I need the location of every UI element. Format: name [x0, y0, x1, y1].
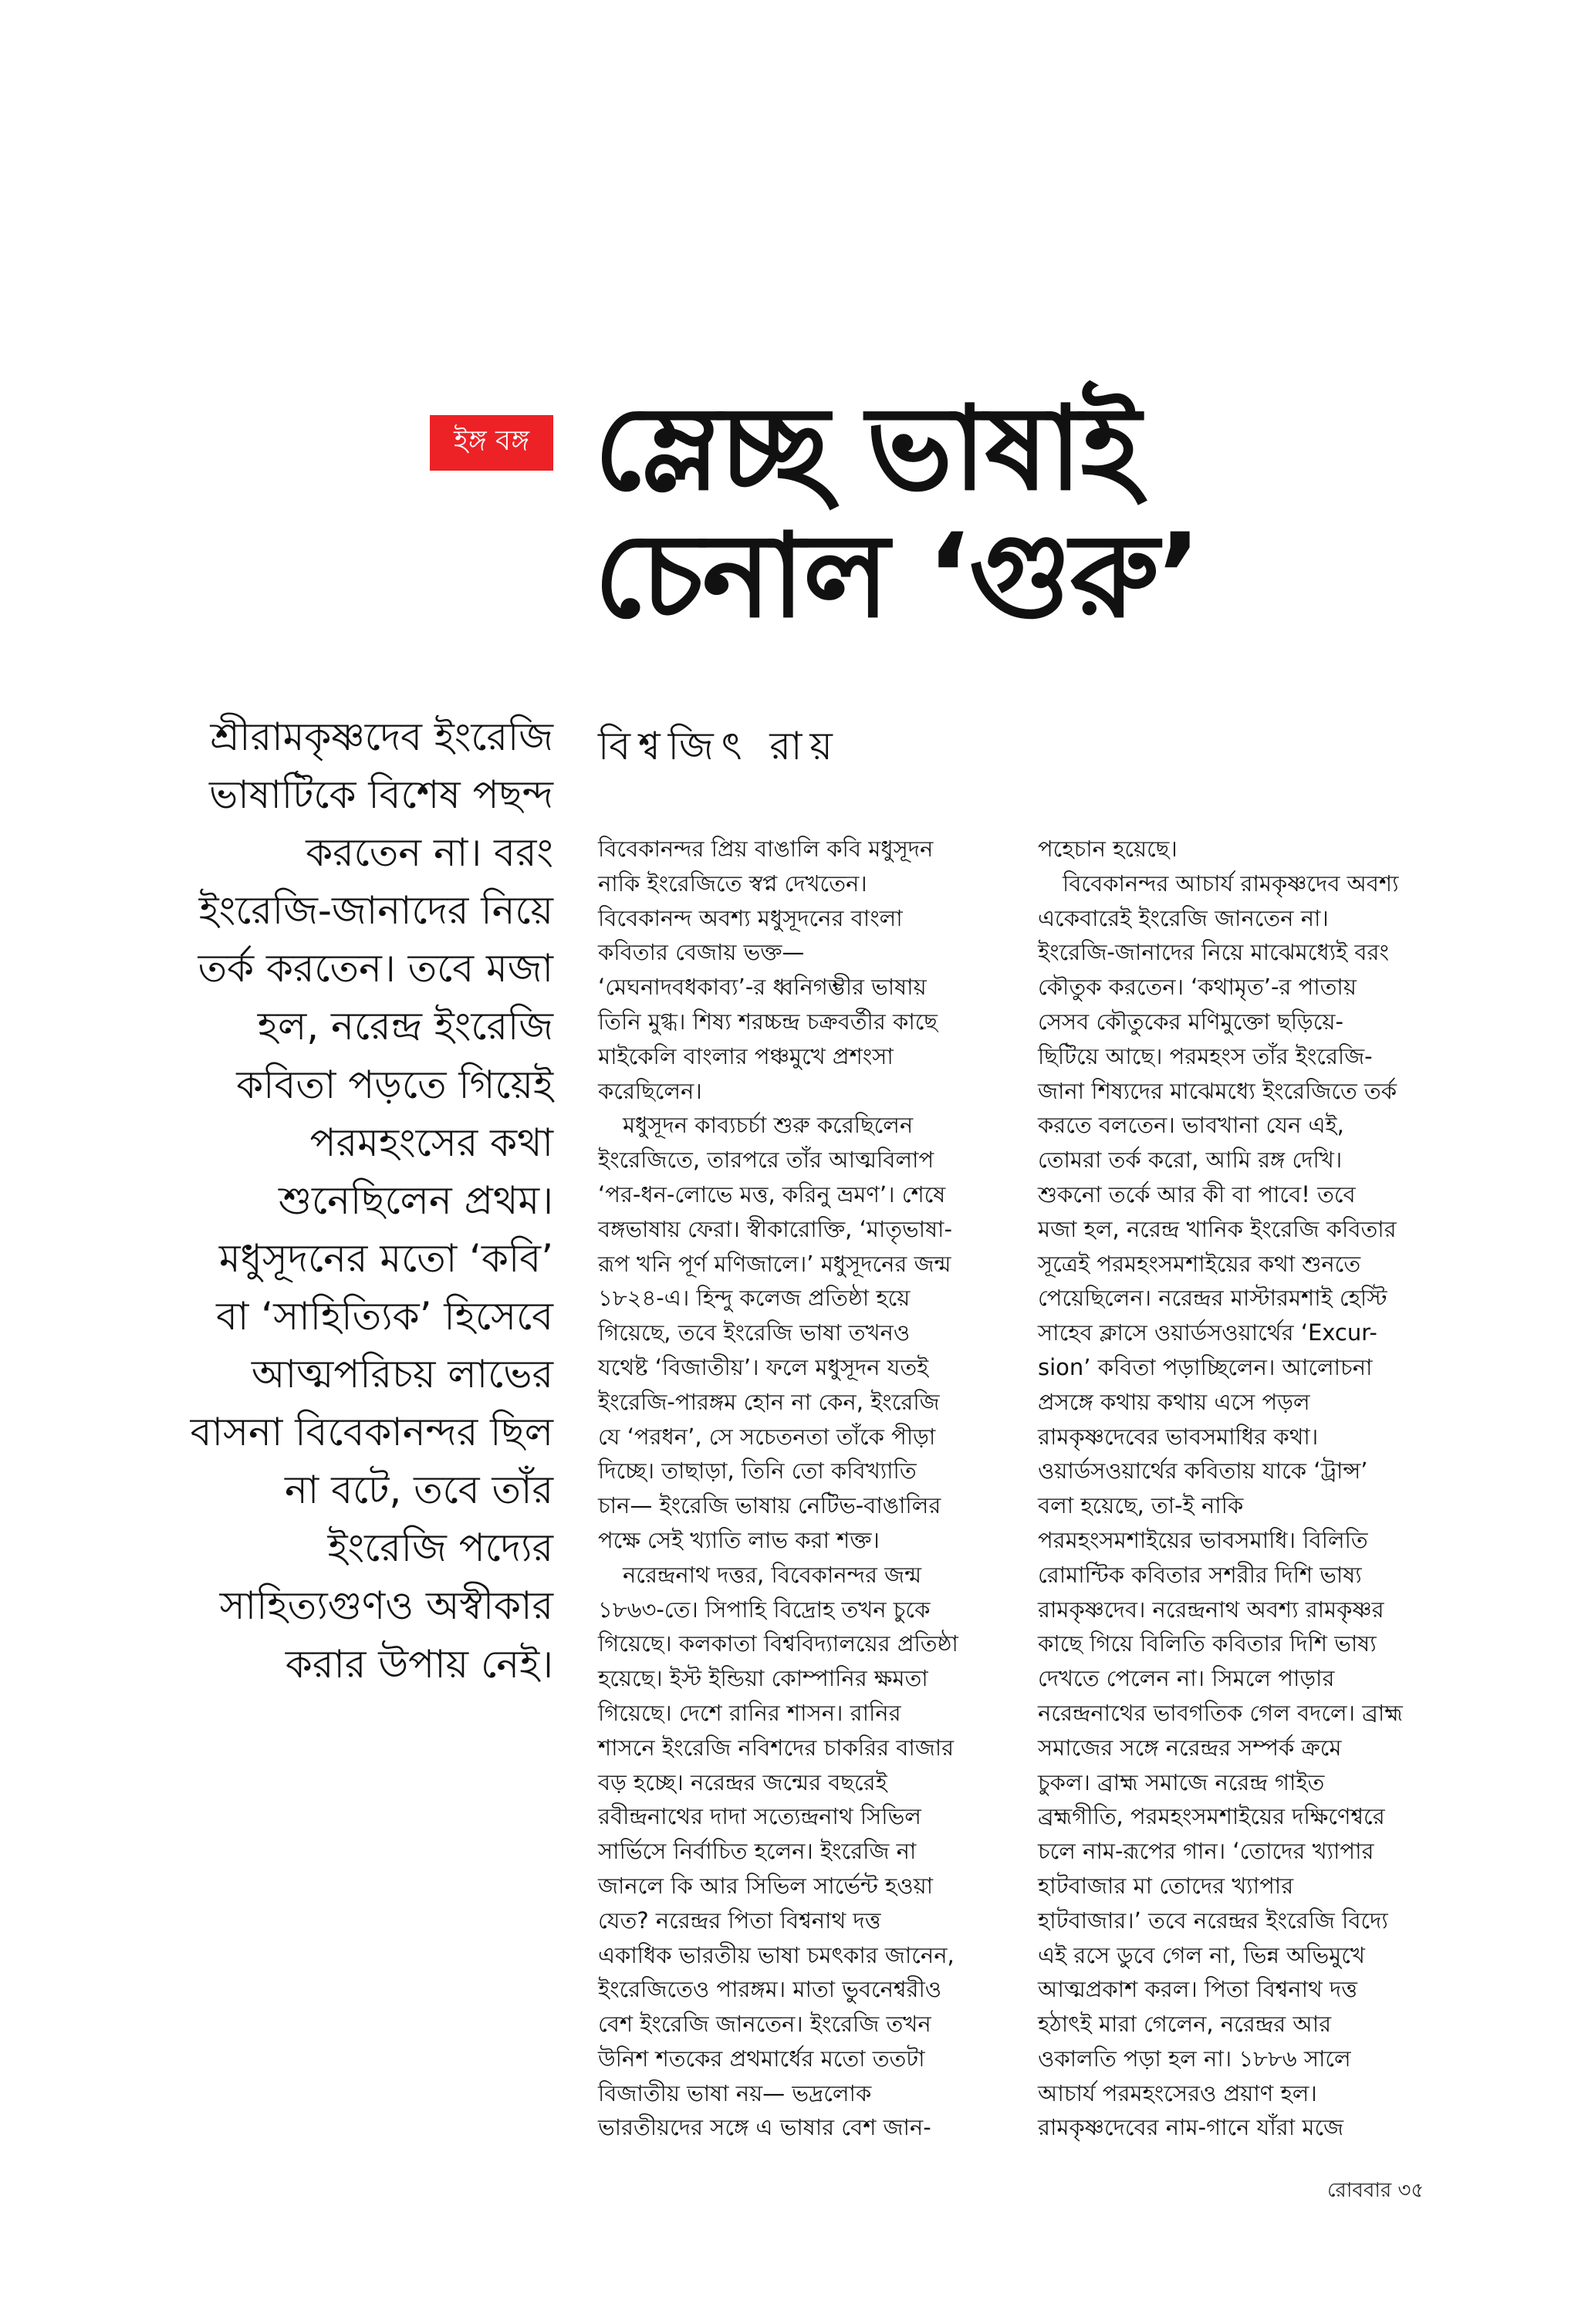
body-text-line: রবীন্দ্রনাথের দাদা সত্যেন্দ্রনাথ সিভিল: [598, 1803, 921, 1830]
headline-line-2: চেনাল ‘গুরু’: [594, 509, 1200, 643]
body-text-line: গিয়েছে, তবে ইংরেজি ভাষা তখনও: [598, 1319, 911, 1346]
pull-quote-line: তর্ক করতেন। তবে মজা: [198, 946, 553, 991]
body-text-line: পক্ষে সেই খ্যাতি লাভ করা শক্ত।: [598, 1526, 880, 1553]
page-footer: [1327, 2174, 1424, 2208]
body-text-line: দেখতে পেলেন না। সিমলে পাড়ার: [1038, 1665, 1335, 1692]
pull-quote-line: ইংরেজি-জানাদের নিয়ে: [198, 888, 553, 934]
body-text-line: মাইকেলি বাংলার পঞ্চমুখে প্রশংসা: [598, 1042, 894, 1069]
body-text-line: সূত্রেই পরমহংসমশাইয়ের কথা শুনতে: [1038, 1250, 1361, 1277]
body-text-line: রামকৃষ্ণদেব। নরেন্দ্রনাথ অবশ্য রামকৃষ্ণর: [1038, 1596, 1384, 1623]
body-text-line: তিনি মুগ্ধ। শিষ্য শরচ্চন্দ্র চক্রবর্তীর কাছে: [598, 1008, 938, 1035]
body-text-line: হয়েছে। ইস্ট ইন্ডিয়া কোম্পানির ক্ষমতা: [598, 1665, 928, 1692]
body-text-line: দিচ্ছে। তাছাড়া, তিনি তো কবিখ্যাতি: [598, 1458, 917, 1485]
body-text-line: জানা শিষ্যদের মাঝেমধ্যে ইংরেজিতে তর্ক: [1038, 1077, 1397, 1104]
body-text-line: বিবেকানন্দর আচার্য রামকৃষ্ণদেব অবশ্য: [1063, 870, 1399, 897]
body-text-line: নরেন্দ্রনাথ দত্তর, বিবেকানন্দর জন্ম: [623, 1561, 922, 1588]
body-text-line: কবিতার বেজায় ভক্ত—: [598, 939, 805, 966]
body-text-line: রূপ খনি পূর্ণ মণিজালে।’ মধুসূদনের জন্ম: [598, 1250, 951, 1277]
body-text-line: ব্রহ্মগীতি, পরমহংসমশাইয়ের দক্ষিণেশ্বরে: [1038, 1803, 1385, 1830]
body-text-line: বেশ ইংরেজি জানতেন। ইংরেজি তখন: [598, 2011, 931, 2038]
body-text-line: জানলে কি আর সিভিল সার্ভেন্ট হওয়া: [598, 1872, 934, 1899]
pull-quote-line: করার উপায় নেই।: [285, 1641, 553, 1687]
body-text-line: বঙ্গভাষায় ফেরা। স্বীকারোক্তি, ‘মাতৃভাষা-: [598, 1215, 952, 1242]
body-text-line: যে ‘পরধন’, সে সচেতনতা তাঁকে পীড়া: [598, 1423, 936, 1450]
body-text-line: শুকনো তর্কে আর কী বা পাবে! তবে: [1038, 1181, 1356, 1208]
pull-quote-line: সাহিত্যগুণও অস্বীকার: [219, 1583, 553, 1629]
body-text-line: সেসব কৌতুকের মণিমুক্তো ছড়িয়ে-: [1038, 1008, 1343, 1035]
pull-quote-line: করতেন না। বরং: [306, 830, 553, 876]
body-text-line: হঠাৎই মারা গেলেন, নরেন্দ্রর আর: [1038, 2011, 1332, 2038]
pull-quote-line: হল, নরেন্দ্র ইংরেজি: [257, 1004, 553, 1049]
pull-quote-line: বাসনা বিবেকানন্দর ছিল: [190, 1410, 553, 1455]
body-text-line: এই রসে ডুবে গেল না, ভিন্ন অভিমুখে: [1038, 1941, 1365, 1968]
pull-quote-line: না বটে, তবে তাঁর: [284, 1468, 553, 1513]
body-text-line: পহেচান হয়েছে।: [1038, 836, 1178, 862]
pull-quote-line: ইংরেজি পদ্যের: [327, 1525, 553, 1571]
body-text-line: রোমান্টিক কবিতার সশরীর দিশি ভাষ্য: [1038, 1561, 1362, 1588]
body-text-line: বিবেকানন্দ অবশ্য মধুসূদনের বাংলা: [598, 904, 903, 931]
body-text-line: তোমরা তর্ক করো, আমি রঙ্গ দেখি।: [1038, 1147, 1343, 1174]
body-text-line: কৌতুক করতেন। ‘কথামৃত’-র পাতায়: [1038, 974, 1357, 1001]
pull-quote-line: বা ‘সাহিত্যিক’ হিসেবে: [216, 1293, 553, 1339]
body-text-line: রামকৃষ্ণদেবের ভাবসমাধির কথা।: [1038, 1423, 1319, 1450]
body-text-line: পরমহংসমশাইয়ের ভাবসমাধি। বিলিতি: [1038, 1526, 1368, 1553]
body-text-line: ‘মেঘনাদবধকাব্য’-র ধ্বনিগম্ভীর ভাষায়: [598, 974, 927, 1001]
body-text-line: আত্মপ্রকাশ করল। পিতা বিশ্বনাথ দত্ত: [1038, 1976, 1357, 2003]
pull-quote-line: মধুসূদনের মতো ‘কবি’: [218, 1235, 553, 1281]
body-text-line: শাসনে ইংরেজি নবিশদের চাকরির বাজার: [598, 1734, 955, 1761]
section-label: ইঙ্গ বঙ্গ: [430, 415, 553, 471]
body-column-2: [1038, 832, 1439, 2145]
body-text-line: বলা হয়েছে, তা-ই নাকি: [1038, 1492, 1244, 1519]
body-text-line: বিজাতীয় ভাষা নয়— ভদ্রলোক: [598, 2079, 872, 2106]
body-text-line: বড় হচ্ছে। নরেন্দ্রর জন্মের বছরেই: [598, 1768, 887, 1795]
body-text-line: নাকি ইংরেজিতে স্বপ্ন দেখতেন।: [598, 870, 867, 897]
body-text-line: যেত? নরেন্দ্রর পিতা বিশ্বনাথ দত্ত: [598, 1907, 881, 1934]
author-byline: বিশ্বজিৎ রায়: [598, 724, 840, 768]
headline: [594, 382, 1366, 643]
body-text-line: ইংরেজি-পারঙ্গম হোন না কেন, ইংরেজি: [598, 1388, 940, 1415]
body-text-line: ইংরেজি-জানাদের নিয়ে মাঝেমধ্যেই বরং: [1038, 939, 1389, 966]
body-text-line: নরেন্দ্রনাথের ভাবগতিক গেল বদলে। ব্রাহ্ম: [1038, 1699, 1403, 1726]
pull-quote-line: শ্রীরামকৃষ্ণদেব ইংরেজি: [210, 714, 553, 759]
body-text-line: সার্ভিসে নির্বাচিত হলেন। ইংরেজি না: [598, 1838, 917, 1865]
pull-quote-line: পরমহংসের কথা: [309, 1120, 553, 1165]
body-text-line: আচার্য পরমহংসেরও প্রয়াণ হল।: [1038, 2079, 1317, 2106]
body-text-line: একেবারেই ইংরেজি জানতেন না।: [1038, 904, 1329, 931]
body-text-line: সমাজের সঙ্গে নরেন্দ্রর সম্পর্ক ক্রমে: [1038, 1734, 1342, 1761]
body-text-line: পেয়েছিলেন। নরেন্দ্রর মাস্টারমশাই হেস্টি: [1038, 1285, 1387, 1312]
body-text-line: করতে বলতেন। ভাবখানা যেন এই,: [1038, 1112, 1344, 1139]
body-text-line: চলে নাম-রূপের গান। ‘তোদের খ্যাপার: [1038, 1838, 1374, 1865]
page-number: ৩৫: [1397, 2179, 1424, 2202]
body-text-line: কাছে গিয়ে বিলিতি কবিতার দিশি ভাষ্য: [1038, 1630, 1377, 1657]
body-text-line: ইংরেজিতেও পারঙ্গম। মাতা ভুবনেশ্বরীও: [598, 1976, 942, 2003]
pull-quote: [147, 708, 553, 1694]
body-text-line: একাধিক ভারতীয় ভাষা চমৎকার জানেন,: [598, 1941, 955, 1968]
body-text-line: মজা হল, নরেন্দ্র খানিক ইংরেজি কবিতার: [1038, 1215, 1397, 1242]
pull-quote-line: আত্মপরিচয় লাভের: [251, 1352, 553, 1397]
body-text-line: করেছিলেন।: [598, 1077, 702, 1104]
body-text-line: ভারতীয়দের সঙ্গে এ ভাষার বেশ জান-: [598, 2114, 931, 2141]
pull-quote-line: শুনেছিলেন প্রথম।: [278, 1177, 553, 1223]
body-text-line: ইংরেজিতে, তারপরে তাঁর আত্মবিলাপ: [598, 1147, 934, 1174]
body-text-line: ওকালতি পড়া হল না। ১৮৮৬ সালে: [1038, 2045, 1351, 2072]
body-text-line: উনিশ শতকের প্রথমার্ধের মতো ততটা: [598, 2045, 925, 2072]
body-text-line: মধুসূদন কাব্যচর্চা শুরু করেছিলেন: [623, 1112, 914, 1139]
body-text-line: গিয়েছে। দেশে রানির শাসন। রানির: [598, 1699, 901, 1726]
publication-name: রোববার: [1327, 2179, 1392, 2202]
body-text-line: ছিটিয়ে আছে। পরমহংস তাঁর ইংরেজি-: [1038, 1042, 1373, 1069]
headline-line-1: ম্লেচ্ছ ভাষাই: [594, 382, 1140, 516]
body-text-line: বিবেকানন্দর প্রিয় বাঙালি কবি মধুসূদন: [598, 836, 934, 862]
pull-quote-line: ভাষাটিকে বিশেষ পছন্দ: [209, 772, 553, 818]
pull-quote-line: কবিতা পড়তে গিয়েই: [236, 1062, 553, 1107]
body-text-line: sion’ কবিতা পড়াচ্ছিলেন। আলোচনা: [1038, 1353, 1373, 1380]
body-text-line: প্রসঙ্গে কথায় কথায় এসে পড়ল: [1038, 1388, 1310, 1415]
body-text-line: চান— ইংরেজি ভাষায় নেটিভ-বাঙালির: [598, 1492, 941, 1519]
body-text-line: ‘পর-ধন-লোভে মত্ত, করিনু ভ্রমণ’। শেষে: [598, 1181, 946, 1208]
body-text-line: গিয়েছে। কলকাতা বিশ্ববিদ্যালয়ের প্রতিষ্ঠা: [598, 1630, 958, 1657]
body-text-line: ১৮২৪-এ। হিন্দু কলেজ প্রতিষ্ঠা হয়ে: [598, 1285, 911, 1312]
body-text-line: চুকল। ব্রাহ্ম সমাজে নরেন্দ্র গাইত: [1038, 1768, 1325, 1795]
body-column-1: [598, 832, 999, 2145]
body-text-line: ওয়ার্ডসওয়ার্থের কবিতায় যাকে ‘ট্রান্স’: [1038, 1458, 1368, 1485]
body-text-line: হাটবাজার।’ তবে নরেন্দ্রর ইংরেজি বিদ্যে: [1038, 1907, 1388, 1934]
body-text-line: হাটবাজার মা তোদের খ্যাপার: [1038, 1872, 1294, 1899]
body-text-line: যথেষ্ট ‘বিজাতীয়’। ফলে মধুসূদন যতই: [598, 1353, 929, 1380]
body-text-line: ১৮৬৩-তে। সিপাহি বিদ্রোহ তখন চুকে: [598, 1596, 931, 1623]
body-text-line: সাহেব ক্লাসে ওয়ার্ডসওয়ার্থের ‘Excur-: [1038, 1319, 1377, 1346]
body-text-line: রামকৃষ্ণদেবের নাম-গানে যাঁরা মজে: [1038, 2114, 1344, 2141]
